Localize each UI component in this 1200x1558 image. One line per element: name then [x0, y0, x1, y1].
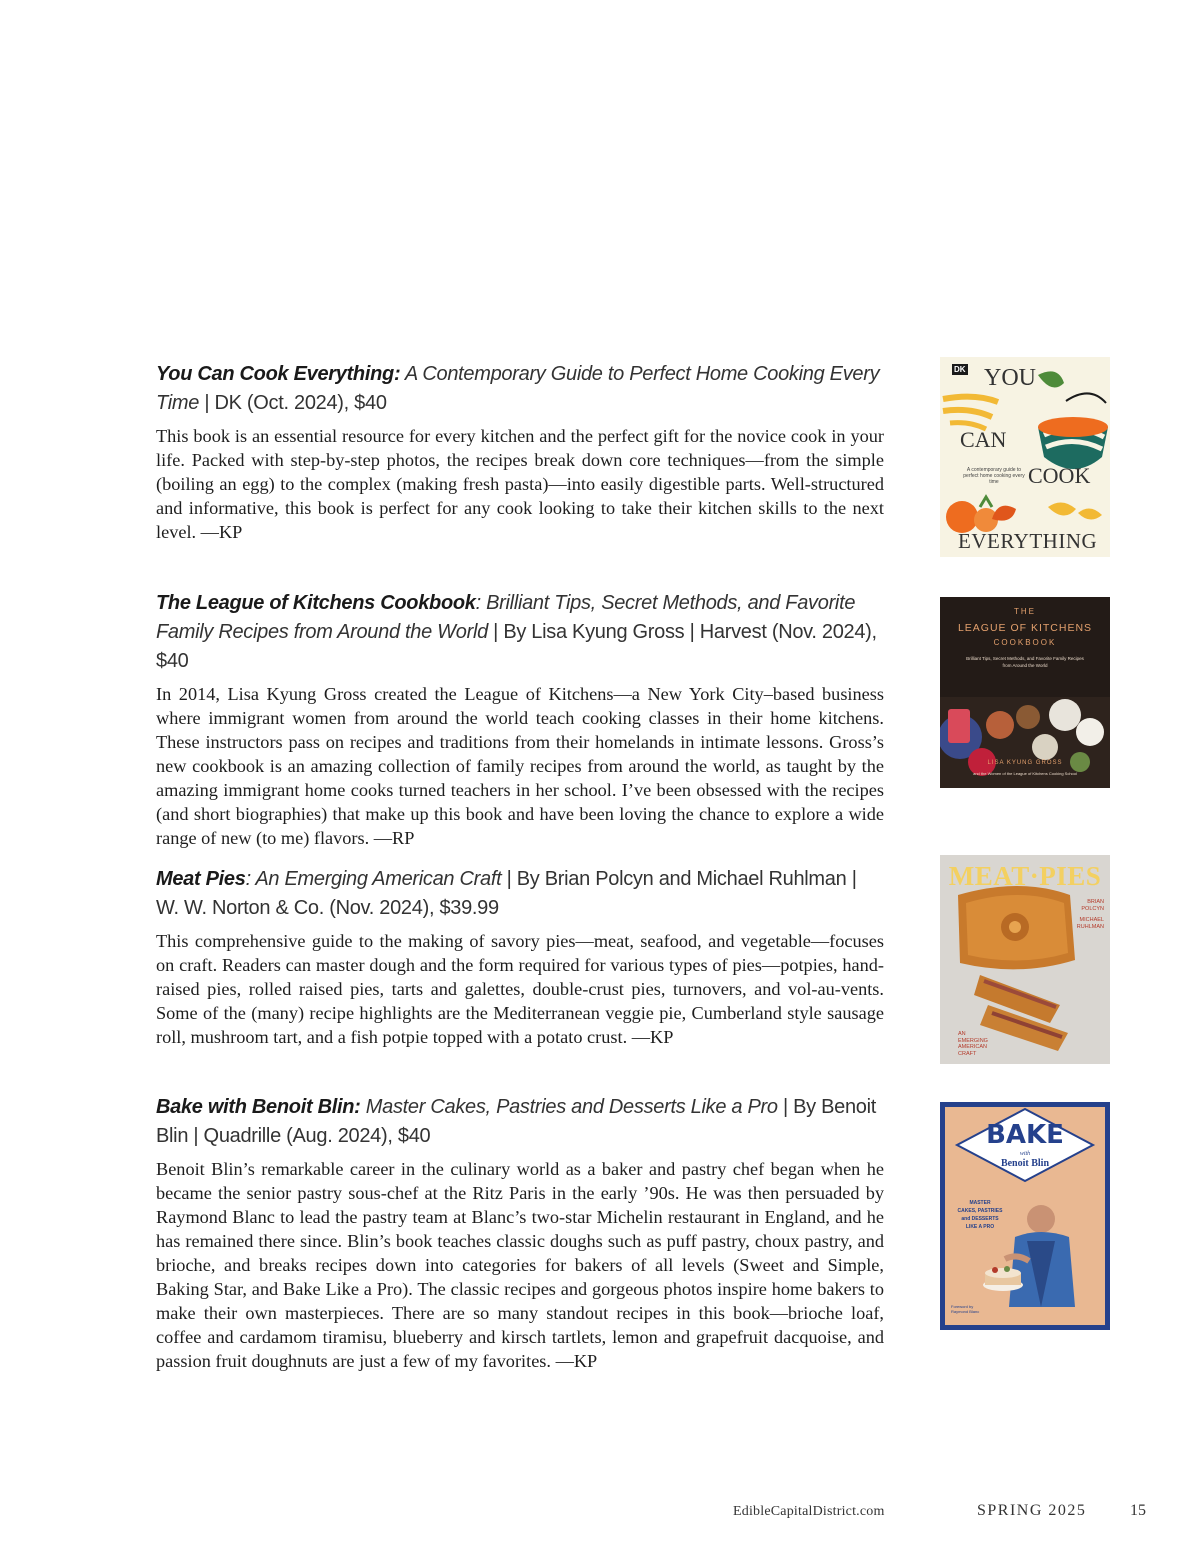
book-heading: [156, 360, 884, 418]
cover-author: LISA KYUNG GROSS: [987, 760, 1063, 766]
book-cover-you-can-cook: [940, 357, 1110, 557]
cover-title-line-1: LEAGUE OF KITCHENS: [957, 622, 1093, 634]
book-review: This book is an essential resource for every kitchen and the perfect gift for the novice cook in your life. Packed with step-by-step photos, the recipes break down core techniques—from the simple (boiling an egg) to the complex (making fresh pasta)—into easily digestible parts. Well-structured and informative, this book is perfect for any cook looking to take their kitchen skills to the next level. —KP: [156, 426, 884, 542]
cover-tagline-line: and DESSERTS: [961, 1216, 999, 1222]
footer-website: EdibleCapitalDistrict.com: [733, 1504, 885, 1519]
book-cover-bake-with-benoit-blin: [940, 1102, 1110, 1330]
cover-title-line-1: YOU: [984, 365, 1036, 391]
cover-title-line-4: EVERYTHING: [958, 529, 1098, 553]
book-review: Benoit Blin’s remarkable career in the culinary world as a baker and pastry chef began when he became the senior pastry sous-chef at the Ritz Paris in the early ’90s. He was then persuaded by Raymond Blanc to lead the pastry team at Blanc’s two-star Michelin restaurant in England, and he has remained there since. Blin’s book teaches classic doughs such as puff pastry, choux pastry, and brioche, and breaks recipes down into categories for bakers of all levels (Sweet and Simple, Baking Star, and Bake Like a Pro). The classic recipes and gorgeous photos inspire home bakers to make their own masterpieces. There are so many standout recipes in this book—brioche loaf, coffee and cardamom tiramisu, blueberry and kirsch tartlets, lemon and grapefruit dacquoise, and passion fruit doughnuts are just a few of my favorites. —KP: [156, 1159, 884, 1371]
book-subtitle: : Brilliant Tips, Secret Methods, and Favorite Family Recipes from Around the World: [156, 592, 856, 643]
cover-pretitle: THE: [1014, 607, 1036, 616]
cover-foreword: Foreword by Raymond Blanc: [951, 1304, 980, 1314]
book-entry-you-can-cook: [156, 360, 884, 544]
cover-tag: [958, 1031, 988, 1057]
book-details: | By Lisa Kyung Gross | Harvest (Nov. 2024), $40: [156, 621, 877, 672]
cover-tag-line: CRAFT: [958, 1050, 977, 1057]
book-details: | DK (Oct. 2024), $40: [199, 392, 387, 414]
book-review: This comprehensive guide to the making of savory pies—meat, seafood, and vegetable—focuses on craft. Readers can master dough and the form required for various types of pies—potpies, hand-raised pies, rolled raised pies, tarts and galettes, double-crust pies, turnovers, and vol-au-vents. Some of the (many) recipe highlights are the Mediterranean veggie pie, Cumberland style sausage roll, mushroom tart, and a fish potpie topped with a potato crust. —KP: [156, 931, 884, 1047]
book-cover-meat-pies: [940, 855, 1110, 1064]
book-entry-bake-with-benoit-blin: [156, 1093, 884, 1373]
footer-issue: SPRING 2025: [977, 1502, 1087, 1519]
dk-badge: DK: [954, 365, 966, 374]
cover-tagline-line: LIKE A PRO: [965, 1224, 995, 1230]
footer-page-number: 15: [1130, 1502, 1146, 1519]
cover-with: with: [1019, 1151, 1031, 1157]
cover-tagline: A contemporary guide to perfect home cooking every time: [963, 467, 1025, 485]
book-heading: [156, 865, 884, 923]
book-review: In 2014, Lisa Kyung Gross created the League of Kitchens—a New York City–based business where immigrant women from around the world teach cooking classes in their home kitchens. These instructors pass on recipes and traditions from their homelands in intimate lessons. Gross’s new cookbook is an amazing collection of family recipes from around the world, as taught by the amazing immigrant home cooks turned teachers in her school. I’ve been obsessed with the recipes (and short biographies) that make up this book and have been loving the chance to explore a wide range of new (to me) flavors. —RP: [156, 684, 884, 848]
book-title: You Can Cook Everything:: [156, 363, 401, 385]
book-title: Meat Pies: [156, 868, 246, 890]
book-details: | By Benoit Blin | Quadrille (Aug. 2024), $40: [156, 1096, 877, 1147]
book-subtitle: Master Cakes, Pastries and Desserts Like a Pro: [360, 1096, 778, 1118]
cover-tagline: Brilliant Tips, Secret Methods, and Favorite Family Recipes from Around the World: [966, 656, 1084, 668]
book-details: | By Brian Polcyn and Michael Ruhlman | W. W. Norton & Co. (Nov. 2024), $39.99: [156, 868, 857, 919]
book-title: The League of Kitchens Cookbook: [156, 592, 476, 614]
book-entry-meat-pies: [156, 865, 884, 1049]
cover-title: BAKE: [986, 1120, 1064, 1150]
cover-title-line-2: COOKBOOK: [993, 638, 1057, 647]
cover-tag-line: EMERGING: [958, 1037, 988, 1044]
cover-title-line-2: CAN: [960, 427, 1007, 452]
book-heading: [156, 589, 884, 676]
cover-author: Benoit Blin: [1000, 1158, 1050, 1169]
cover-credit: and the Women of the League of Kitchens Cooking School: [973, 771, 1077, 776]
cover-tagline-line: MASTER: [969, 1200, 991, 1206]
book-title: Bake with Benoit Blin:: [156, 1096, 361, 1118]
book-heading: [156, 1093, 884, 1151]
cover-title: MEAT·PIES: [948, 861, 1102, 891]
cover-tagline-line: CAKES, PASTRIES: [957, 1208, 1003, 1214]
book-entry-league-of-kitchens: [156, 589, 884, 850]
book-subtitle: A Contemporary Guide to Perfect Home Cooking Every Time: [156, 363, 880, 414]
cover-author-2: MICHAEL RUHLMAN: [1076, 917, 1104, 930]
cover-author-1: BRIAN POLCYN: [1081, 899, 1104, 912]
cover-tagline: [949, 1199, 1011, 1231]
cover-title-line-3: COOK: [1028, 463, 1091, 488]
cover-tag-line: AN: [958, 1031, 966, 1037]
book-cover-league-of-kitchens: [940, 597, 1110, 788]
book-subtitle: : An Emerging American Craft: [245, 868, 502, 890]
cover-tag-line: AMERICAN: [958, 1044, 988, 1050]
